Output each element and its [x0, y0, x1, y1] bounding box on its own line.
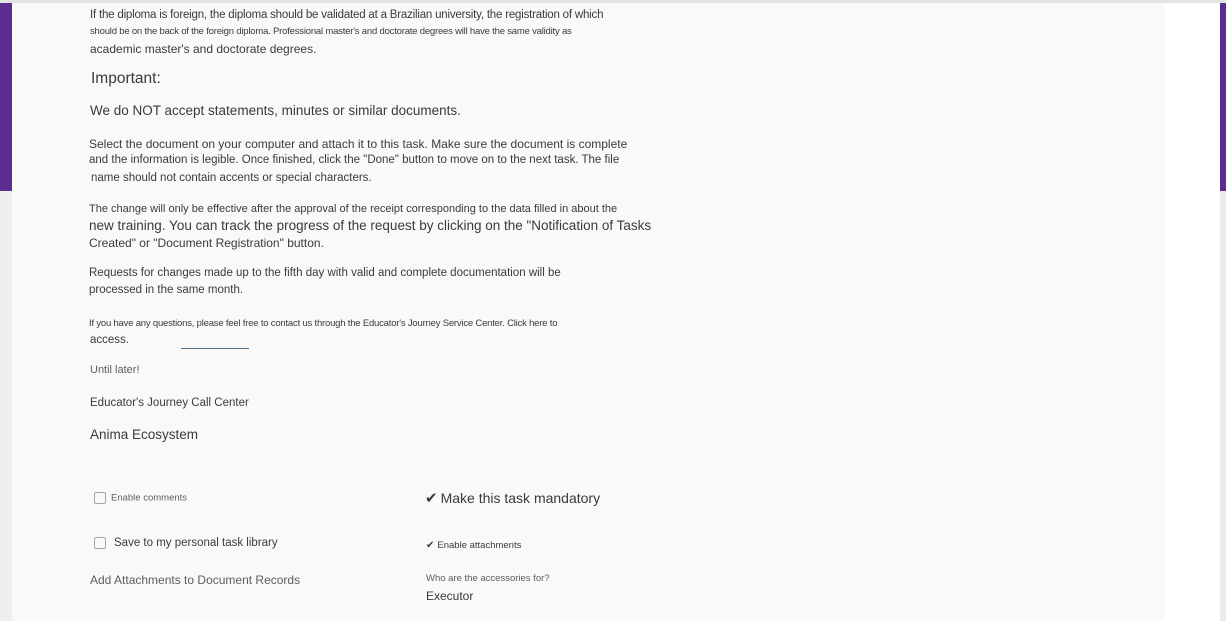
- header-band-right: [1220, 3, 1226, 191]
- right-scrollbar-track[interactable]: [1220, 191, 1226, 621]
- paragraph-line: processed in the same month.: [89, 284, 244, 296]
- save-library-option[interactable]: [94, 534, 278, 552]
- accessories-for-label: Who are the accessories for?: [426, 573, 550, 584]
- paragraph-line: The change will only be effective after the approval of the receipt corresponding to the data filled in about the: [89, 203, 618, 215]
- enable-comments-checkbox[interactable]: [94, 492, 106, 504]
- left-gutter: [0, 191, 12, 621]
- paragraph-line: access.: [90, 334, 129, 346]
- paragraph-line: If you have any questions, please feel free to contact us through the Educator's Journey Service Center. Click here to: [89, 318, 558, 329]
- important-heading: Important:: [91, 70, 161, 87]
- accessories-for-value[interactable]: Executor: [426, 589, 474, 603]
- right-margin: [1165, 3, 1220, 621]
- paragraph-line: Requests for changes made up to the fifth day with valid and complete documentation will be: [89, 267, 561, 279]
- service-center-link[interactable]: [181, 348, 249, 349]
- mandatory-label: Make this task mandatory: [440, 490, 601, 506]
- enable-attachments-option[interactable]: [426, 535, 521, 553]
- save-library-label: Save to my personal task library: [114, 536, 278, 549]
- closing-text: Until later!: [90, 364, 140, 376]
- save-library-checkbox[interactable]: [94, 537, 106, 549]
- paragraph-line: name should not contain accents or special characters.: [91, 172, 372, 184]
- checkmark-icon: ✔: [426, 540, 435, 551]
- checkmark-icon: ✔: [425, 490, 438, 507]
- task-panel: [12, 3, 1165, 621]
- paragraph-line: new training. You can track the progress of the request by clicking on the "Notification of Tasks: [89, 218, 652, 233]
- enable-comments-label: Enable comments: [111, 492, 188, 504]
- paragraph-line: If the diploma is foreign, the diploma should be validated at a Brazilian university, the registration of which: [90, 9, 604, 21]
- signature-line: Anima Ecosystem: [90, 427, 199, 442]
- header-band-left: [0, 3, 12, 191]
- paragraph-line: should be on the back of the foreign diploma. Professional master's and doctorate degrees will have the same validity as: [90, 26, 572, 37]
- paragraph-line: Created" or "Document Registration" button.: [89, 236, 324, 250]
- enable-comments-option[interactable]: [94, 489, 187, 507]
- paragraph-line: Select the document on your computer and attach it to this task. Make sure the document is complete: [89, 137, 628, 151]
- mandatory-option[interactable]: [425, 489, 600, 508]
- important-text: We do NOT accept statements, minutes or similar documents.: [90, 103, 461, 118]
- paragraph-line: academic master's and doctorate degrees.: [90, 42, 317, 56]
- paragraph-line: and the information is legible. Once finished, click the "Done" button to move on to the next task. The file: [89, 154, 620, 166]
- signature-line: Educator's Journey Call Center: [90, 397, 249, 409]
- add-attachments-records-label: Add Attachments to Document Records: [90, 573, 301, 587]
- enable-attachments-label: Enable attachments: [437, 540, 522, 551]
